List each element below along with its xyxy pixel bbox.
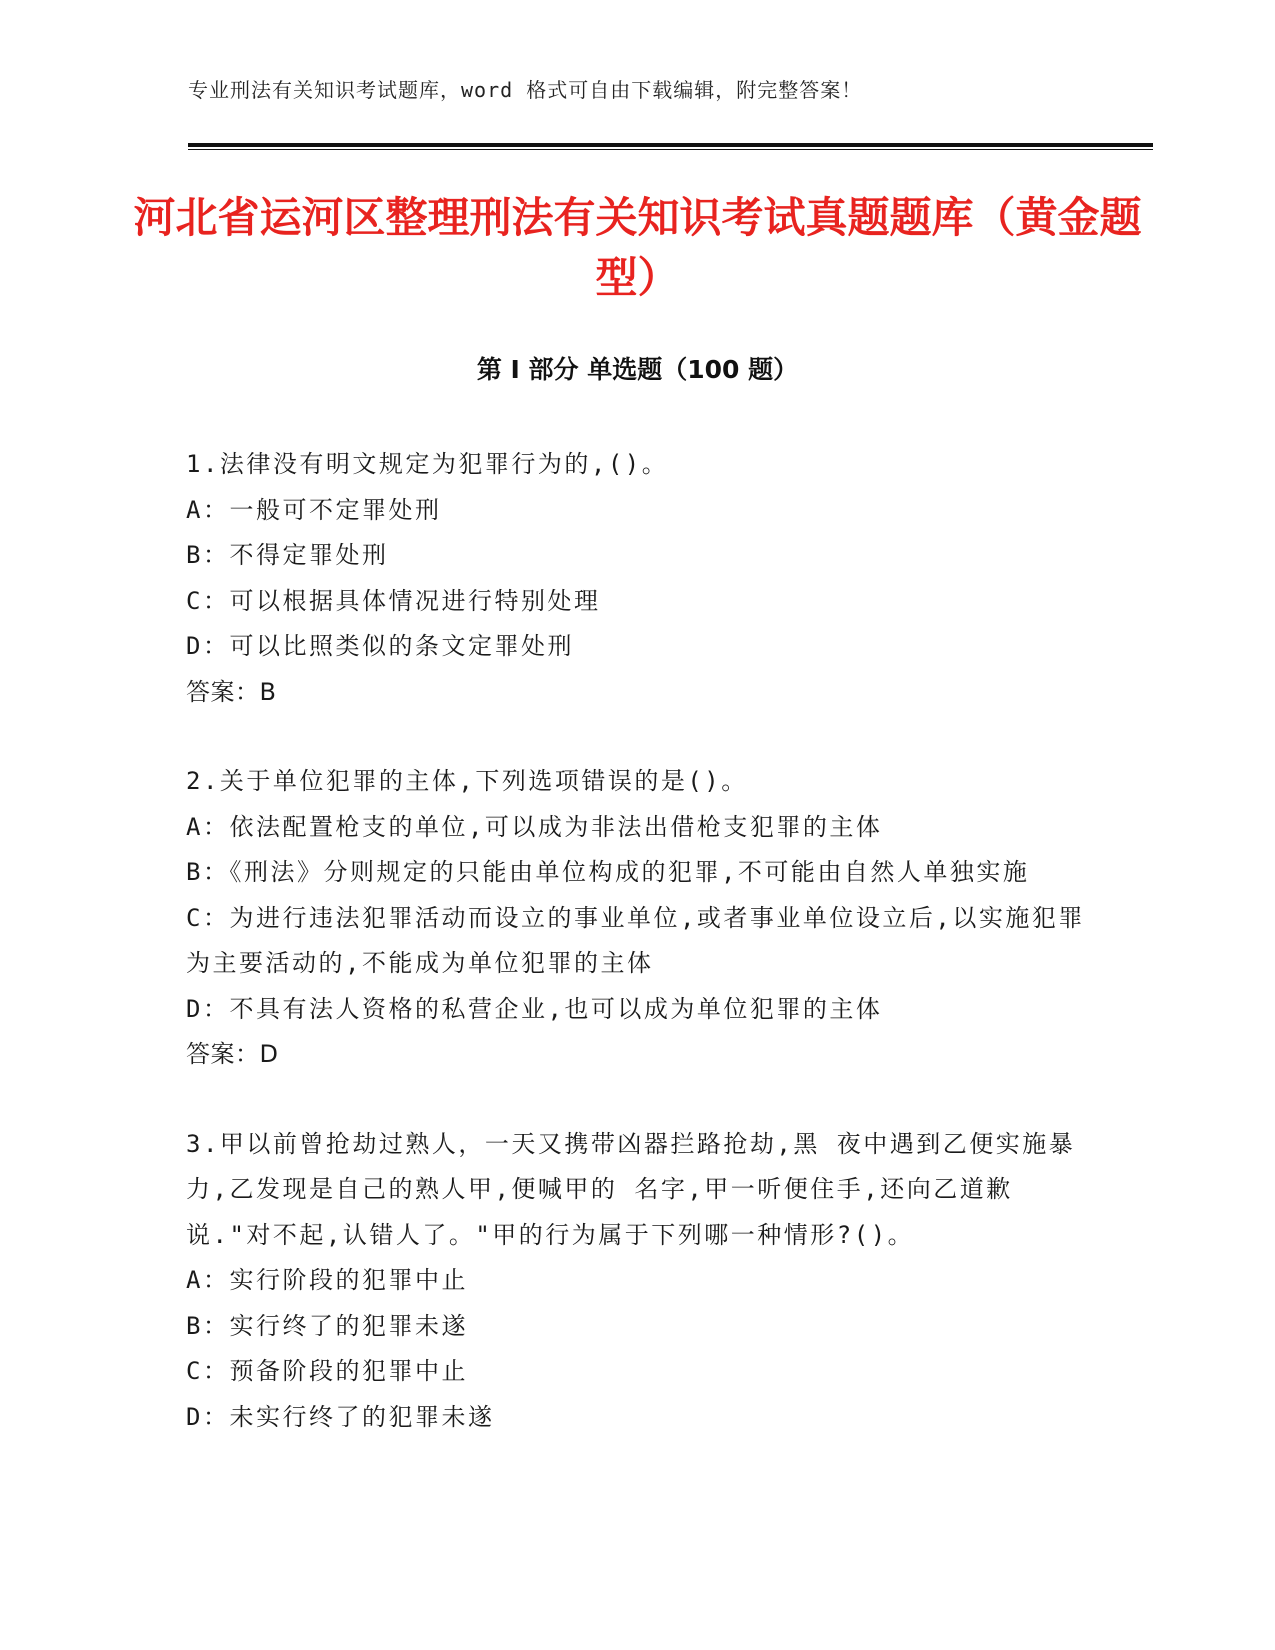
answer-line [186, 1032, 1086, 1078]
question-1 [186, 442, 1086, 715]
option-d: D：可以比照类似的条文定罪处刑 [186, 632, 574, 660]
header-rule-thick [188, 143, 1153, 147]
question-stem: 1.法律没有明文规定为犯罪行为的,()。 [186, 450, 669, 478]
option-d: D：不具有法人资格的私营企业,也可以成为单位犯罪的主体 [186, 994, 883, 1023]
option-a: A：一般可不定罪处刑 [186, 495, 442, 524]
section-heading: 第 I 部分 单选题（100 题） [476, 355, 799, 384]
question-2 [186, 759, 1086, 1078]
question-stem: 2.关于单位犯罪的主体,下列选项错误的是()。 [186, 767, 748, 795]
answer-line [186, 670, 1086, 716]
option-a: A：依法配置枪支的单位,可以成为非法出借枪支犯罪的主体 [186, 812, 883, 841]
answer-value: B [259, 677, 277, 706]
document-title: 河北省运河区整理刑法有关知识考试真题题库（黄金题型） [133, 193, 1142, 302]
option-b: B：《刑法》分则规定的只能由单位构成的犯罪,不可能由自然人单独实施 [186, 858, 1030, 886]
answer-value: D [259, 1040, 279, 1068]
option-a: A：实行阶段的犯罪中止 [186, 1266, 468, 1294]
option-c: C：预备阶段的犯罪中止 [186, 1357, 468, 1385]
header-rule-thin [188, 149, 1153, 150]
option-b: B：不得定罪处刑 [186, 541, 389, 569]
answer-label: 答案： [186, 1040, 260, 1068]
option-b: B：实行终了的犯罪未遂 [186, 1311, 468, 1340]
question-list [186, 442, 1086, 1484]
question-stem: 3.甲以前曾抢劫过熟人，一天又携带凶器拦路抢劫,黑 夜中遇到乙便实施暴力,乙发现是自己的熟人甲,便喊甲的 名字,甲一听便住手,还向乙道歉说."对不起,认错人了。"甲的行为属于下列哪一种情形?()。 [186, 1129, 1076, 1249]
header-note: 专业刑法有关知识考试题库，word 格式可自由下载编辑，附完整答案！ [188, 78, 863, 102]
question-3 [186, 1122, 1086, 1441]
option-c: C：为进行违法犯罪活动而设立的事业单位,或者事业单位设立后,以实施犯罪为主要活动的,不能成为单位犯罪的主体 [186, 903, 1085, 977]
option-d: D：未实行终了的犯罪未遂 [186, 1402, 495, 1431]
answer-label: 答案： [186, 677, 260, 706]
option-c: C：可以根据具体情况进行特别处理 [186, 586, 601, 615]
